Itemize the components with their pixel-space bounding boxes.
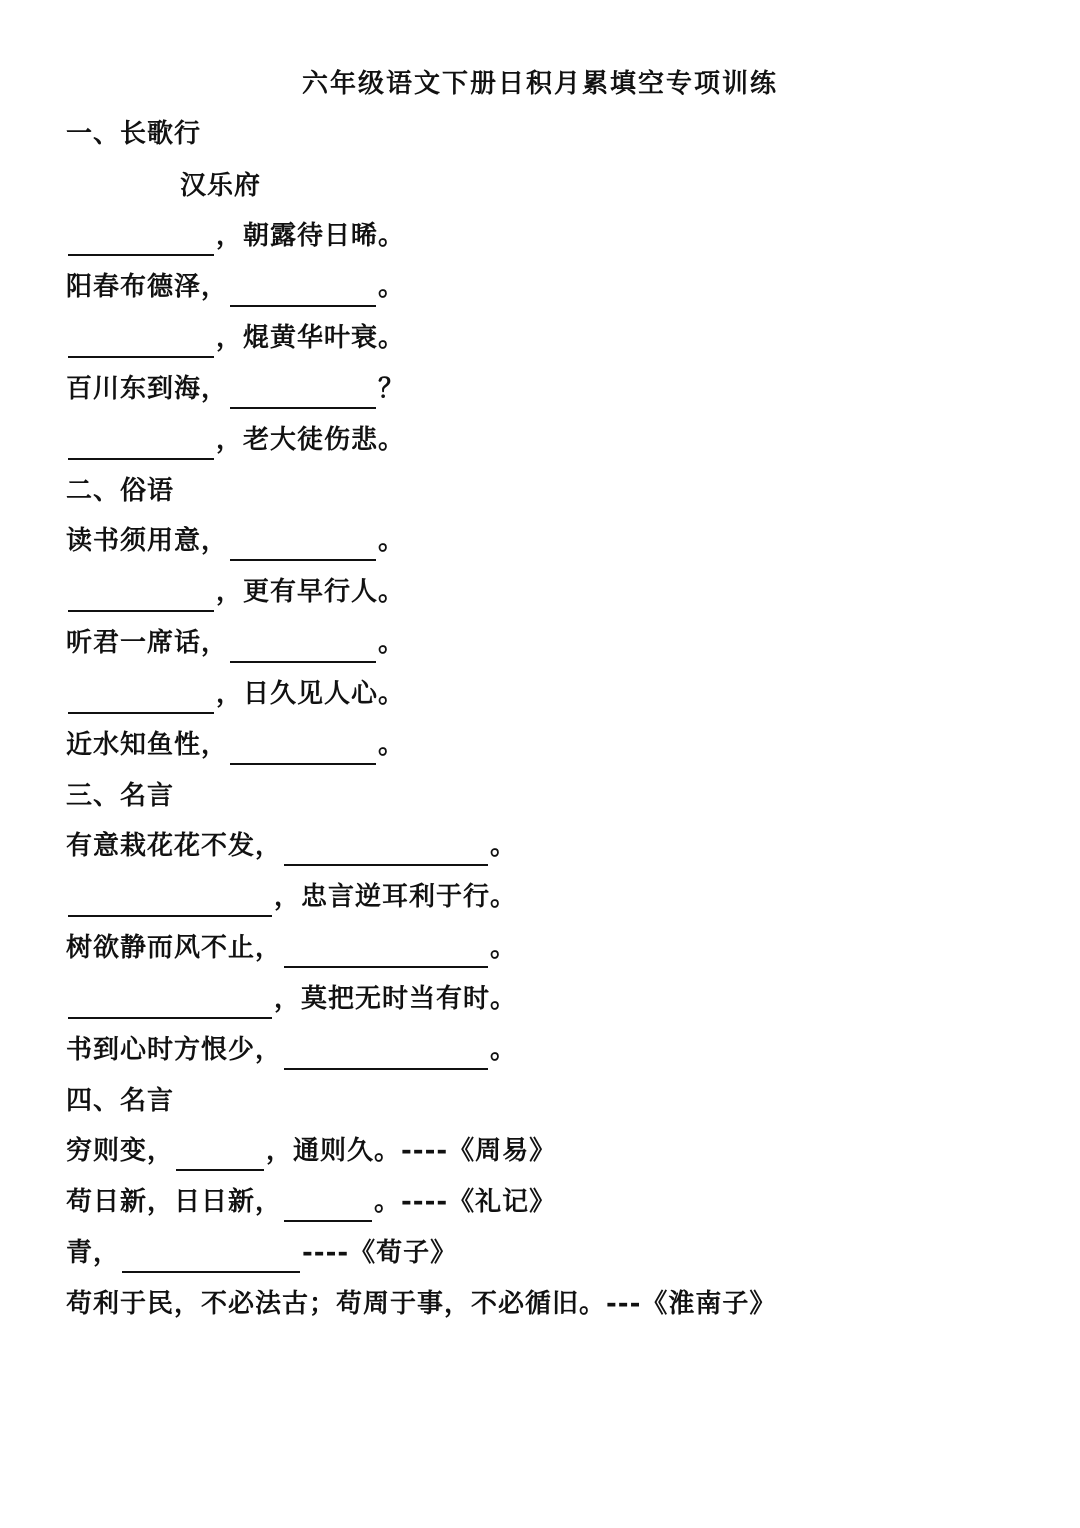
answer-blank[interactable] [176, 1141, 264, 1171]
answer-blank[interactable] [284, 1040, 488, 1070]
answer-blank[interactable] [230, 735, 376, 765]
fill-line: ，朝露待日晞。 [66, 216, 405, 256]
answer-blank[interactable] [68, 989, 272, 1019]
fill-line: ，焜黄华叶衰。 [66, 318, 405, 358]
page-title: 六年级语文下册日积月累填空专项训练 [301, 69, 778, 99]
answer-blank[interactable] [68, 582, 214, 612]
fill-line: 有意栽花花不发， 。 [66, 826, 517, 866]
answer-blank[interactable] [68, 328, 214, 358]
answer-blank[interactable] [284, 836, 488, 866]
fill-line: 读书须用意， 。 [66, 521, 405, 561]
answer-blank[interactable] [68, 684, 214, 714]
answer-blank[interactable] [68, 226, 214, 256]
fill-line: ，莫把无时当有时。 [66, 979, 517, 1019]
fill-line: 近水知鱼性， 。 [66, 725, 405, 765]
section-heading: 一、长歌行 [66, 119, 202, 149]
fill-line: 树欲静而风不止， 。 [66, 928, 517, 968]
fill-line: 穷则变， ，通则久。----《周易》 [66, 1131, 556, 1171]
answer-blank[interactable] [68, 887, 272, 917]
answer-blank[interactable] [284, 1192, 372, 1222]
fill-line: ，忠言逆耳利于行。 [66, 877, 517, 917]
fill-line: ，更有早行人。 [66, 572, 405, 612]
answer-blank[interactable] [230, 531, 376, 561]
section-heading: 二、俗语 [66, 476, 175, 506]
section-heading: 三、名言 [66, 781, 175, 811]
fill-line: 听君一席话， 。 [66, 623, 405, 663]
section-heading: 四、名言 [66, 1086, 175, 1116]
fill-line: 百川东到海， ？ [66, 369, 405, 409]
answer-blank[interactable] [68, 430, 214, 460]
poem-author: 汉乐府 [180, 171, 262, 201]
answer-blank[interactable] [284, 938, 488, 968]
fill-line: 书到心时方恨少， 。 [66, 1030, 517, 1070]
fill-line: 阳春布德泽， 。 [66, 267, 405, 307]
answer-blank[interactable] [230, 633, 376, 663]
fill-line: 苟日新，日日新， 。----《礼记》 [66, 1182, 556, 1222]
answer-blank[interactable] [230, 277, 376, 307]
fill-line: ，日久见人心。 [66, 674, 405, 714]
fill-line: 青， ----《荀子》 [66, 1233, 457, 1273]
answer-blank[interactable] [230, 379, 376, 409]
quote-line: 苟利于民，不必法古；苟周于事，不必循旧。---《淮南子》 [66, 1289, 777, 1319]
answer-blank[interactable] [122, 1243, 300, 1273]
fill-line: ，老大徒伤悲。 [66, 420, 405, 460]
